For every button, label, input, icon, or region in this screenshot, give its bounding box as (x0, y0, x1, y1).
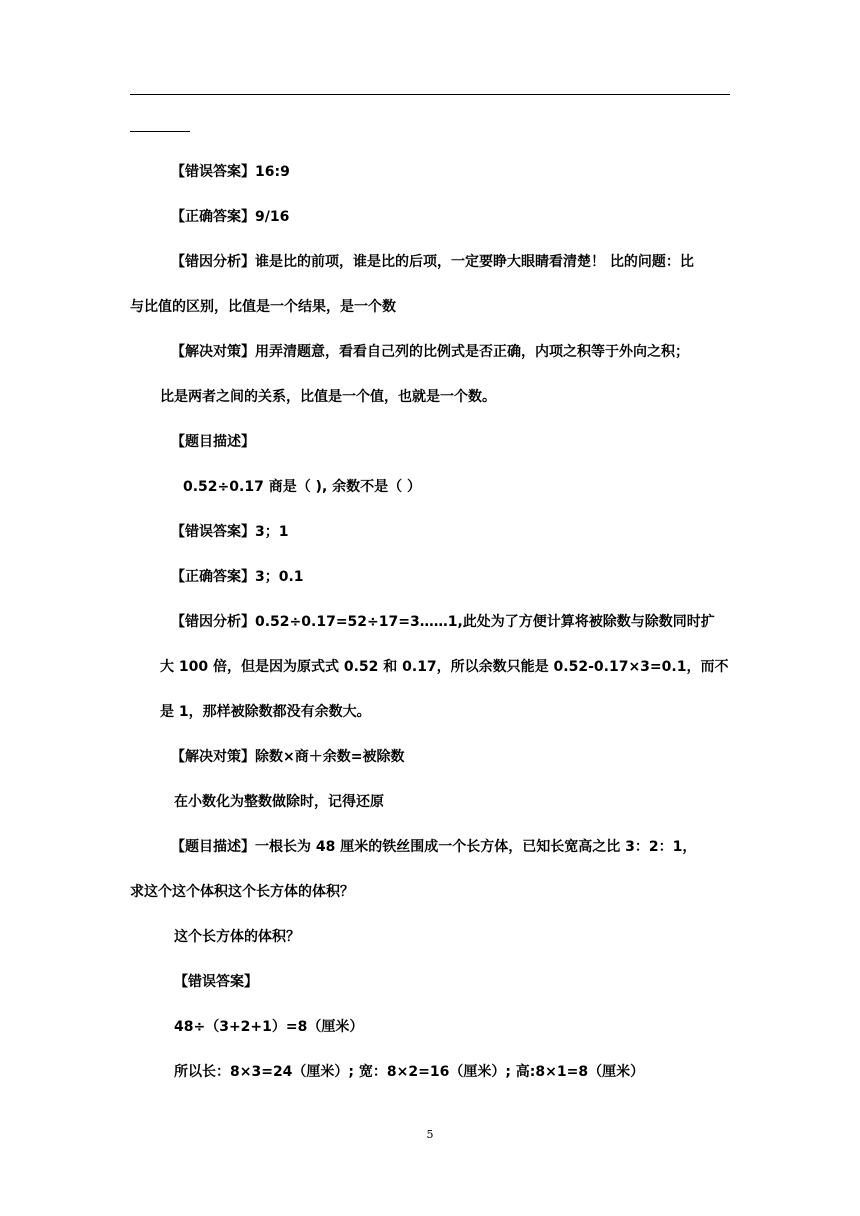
error-analysis-2: 【错因分析】0.52÷0.17=52÷17=3……1,此处为了方便计算将被除数与除数同时扩 (171, 614, 715, 630)
solution-1-cont: 比是两者之间的关系，比值是一个值，也就是一个数。 (160, 389, 496, 405)
question-3: 【题目描述】一根长为 48 厘米的铁丝围成一个长方体，已知长宽高之比 3：2：1， (171, 839, 697, 855)
correct-answer-2: 【正确答案】3；0.1 (171, 569, 304, 585)
question-2: 0.52÷0.17 商是（ ), 余数不是（ ） (183, 479, 422, 495)
wrong-answer-3-step1: 48÷（3+2+1）=8（厘米） (174, 1019, 364, 1035)
page-number: 5 (426, 1128, 434, 1141)
error-analysis-1: 【错因分析】谁是比的前项，谁是比的后项，一定要睁大眼睛看清楚！ 比的问题：比 (171, 254, 694, 270)
solution-2: 【解决对策】除数×商＋余数=被除数 (171, 749, 405, 765)
error-analysis-1-cont: 与比值的区别，比值是一个结果，是一个数 (130, 299, 396, 315)
top-rule (130, 94, 730, 95)
question-3-restate: 这个长方体的体积？ (174, 929, 300, 945)
error-analysis-2-cont: 大 100 倍，但是因为原式式 0.52 和 0.17，所以余数只能是 0.52-0.17×3=0.1，而不 (160, 659, 729, 675)
solution-1: 【解决对策】用弄清题意，看看自己列的比例式是否正确，内项之积等于外向之积； (171, 344, 689, 360)
answer-blank-line (130, 131, 190, 132)
wrong-answer-1: 【错误答案】16:9 (171, 164, 290, 180)
error-analysis-2-cont2: 是 1，那样被除数都没有余数大。 (160, 704, 371, 720)
wrong-answer-2: 【错误答案】3；1 (171, 524, 289, 540)
wrong-answer-3-heading: 【错误答案】 (174, 974, 258, 990)
correct-answer-1: 【正确答案】9/16 (171, 209, 290, 225)
question-heading-2: 【题目描述】 (171, 434, 255, 450)
wrong-answer-3-step2: 所以长：8×3=24（厘米）; 宽：8×2=16（厘米）; 高:8×1=8（厘米） (174, 1064, 645, 1080)
question-3-cont: 求这个这个体积这个长方体的体积？ (130, 884, 354, 900)
solution-2-cont: 在小数化为整数做除时，记得还原 (174, 794, 384, 810)
